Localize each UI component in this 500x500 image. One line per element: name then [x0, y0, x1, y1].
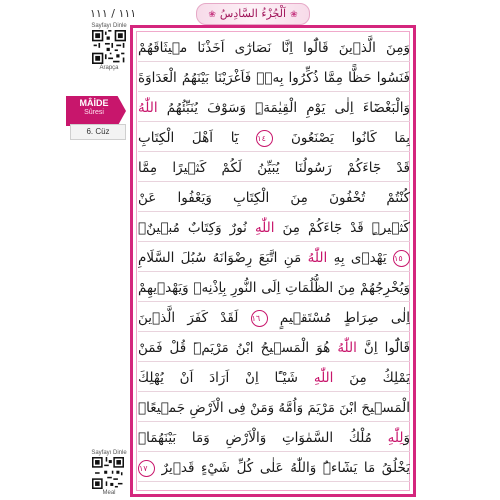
ornament-icon: ❀: [208, 10, 216, 20]
text-line-5: قَدْ جَٓاءَكُمْ رَسُولُنَا يُبَيِّنُ لَكُمْ كَثٖيرًا مِمَّا: [138, 160, 410, 176]
text-line-6: كُنْتُمْ تُخْفُونَ مِنَ الْكِتَابِ وَيَعْفُوا عَنْ: [138, 190, 410, 206]
text-line-1: وَمِنَ الَّذٖينَ قَالُٓوا اِنَّا نَصَارٰٓى اَخَذْنَا مٖيثَاقَهُمْ: [138, 40, 410, 56]
text-line-12: يَمْلِكُ مِنَ اللّٰهِ شَيْـًٔا اِنْ اَرَادَ اَنْ يُهْلِكَ: [138, 370, 410, 386]
juz-tag: 6. Cüz: [70, 124, 126, 140]
text-line-8: ١٥ يَهْدٖى بِهِ اللّٰهُ مَنِ اتَّبَعَ رِضْوَانَهُ سُبُلَ السَّلَامِ: [138, 244, 410, 272]
qr-code-meal[interactable]: [92, 457, 124, 489]
qr-caption-top: Sayfayı Dinle: [91, 23, 127, 29]
sura-name: MÂİDE: [79, 98, 109, 108]
text-line-15: يَخْلُقُ مَا يَشَٓاءُۜ وَاللّٰهُ عَلٰى كُلِّ شَيْءٍ قَدٖيرٌ ١٧: [139, 460, 410, 476]
qr-language-bottom: Meal: [102, 490, 116, 496]
text-line-14: وَلِلّٰهِ مُلْكُ السَّمٰوَاتِ وَالْاَرْضِ وَمَا بَيْنَهُمَاۜ: [138, 430, 410, 446]
ayah-number-16: ١٦: [251, 310, 268, 327]
text-line-13: الْمَسٖيحَ ابْنَ مَرْيَمَ وَاُمَّهُ وَمَنْ فِى الْاَرْضِ جَمٖيعًاۜ: [138, 400, 410, 416]
juz-title-banner: [196, 3, 310, 25]
text-line-7: كَثٖيرٍۜ قَدْ جَٓاءَكُمْ مِنَ اللّٰهِ نُورٌ وَكِتَابٌ مُبٖينٌۙ: [138, 220, 410, 236]
text-line-11: قَالُٓوا اِنَّ اللّٰهُ هُوَ الْمَسٖيحُ ابْنُ مَرْيَمَۜ قُلْ فَمَنْ: [138, 340, 410, 356]
juz-title: اَلْجُزْءُ السَّادِسُ: [219, 7, 287, 20]
qr-code-arabic[interactable]: [92, 30, 126, 64]
qr-language-top: Arapça: [99, 65, 119, 71]
text-line-9: وَيُخْرِجُهُمْ مِنَ الظُّلُمَاتِ اِلَى النُّورِ بِاِذْنِهٖ وَيَهْدٖيهِمْ: [138, 280, 410, 296]
ayah-number-15: ١٥: [393, 250, 410, 267]
page-number: ١١١ / ١١١: [90, 7, 137, 20]
text-line-2: فَنَسُوا حَظًّا مِمَّا ذُكِّرُوا بِهٖۚ فَاَغْرَيْنَا بَيْنَهُمُ الْعَدَاوَةَ: [138, 70, 410, 86]
ayah-number-14: ١٤: [256, 130, 273, 147]
quran-text-area: [138, 34, 410, 492]
text-line-4: بِمَا كَانُوا يَصْنَعُونَ ١٤ يَٓا اَهْلَ الْكِتَابِ: [138, 130, 410, 146]
sura-subtitle: Sûresi: [84, 109, 104, 116]
text-line-3: وَالْبَغْضَٓاءَ اِلٰى يَوْمِ الْقِيٰمَةِۜ وَسَوْفَ يُنَبِّئُهُمُ اللّٰهُ: [138, 100, 410, 116]
ornament-icon: ❀: [290, 10, 298, 20]
qr-caption-bottom: Sayfayı Dinle: [91, 450, 127, 456]
ayah-number-17: ١٧: [138, 460, 155, 477]
text-line-10: اِلٰى صِرَاطٍ مُسْتَقٖيمٍ ١٦ لَقَدْ كَفَرَ الَّذٖينَ: [138, 310, 410, 326]
